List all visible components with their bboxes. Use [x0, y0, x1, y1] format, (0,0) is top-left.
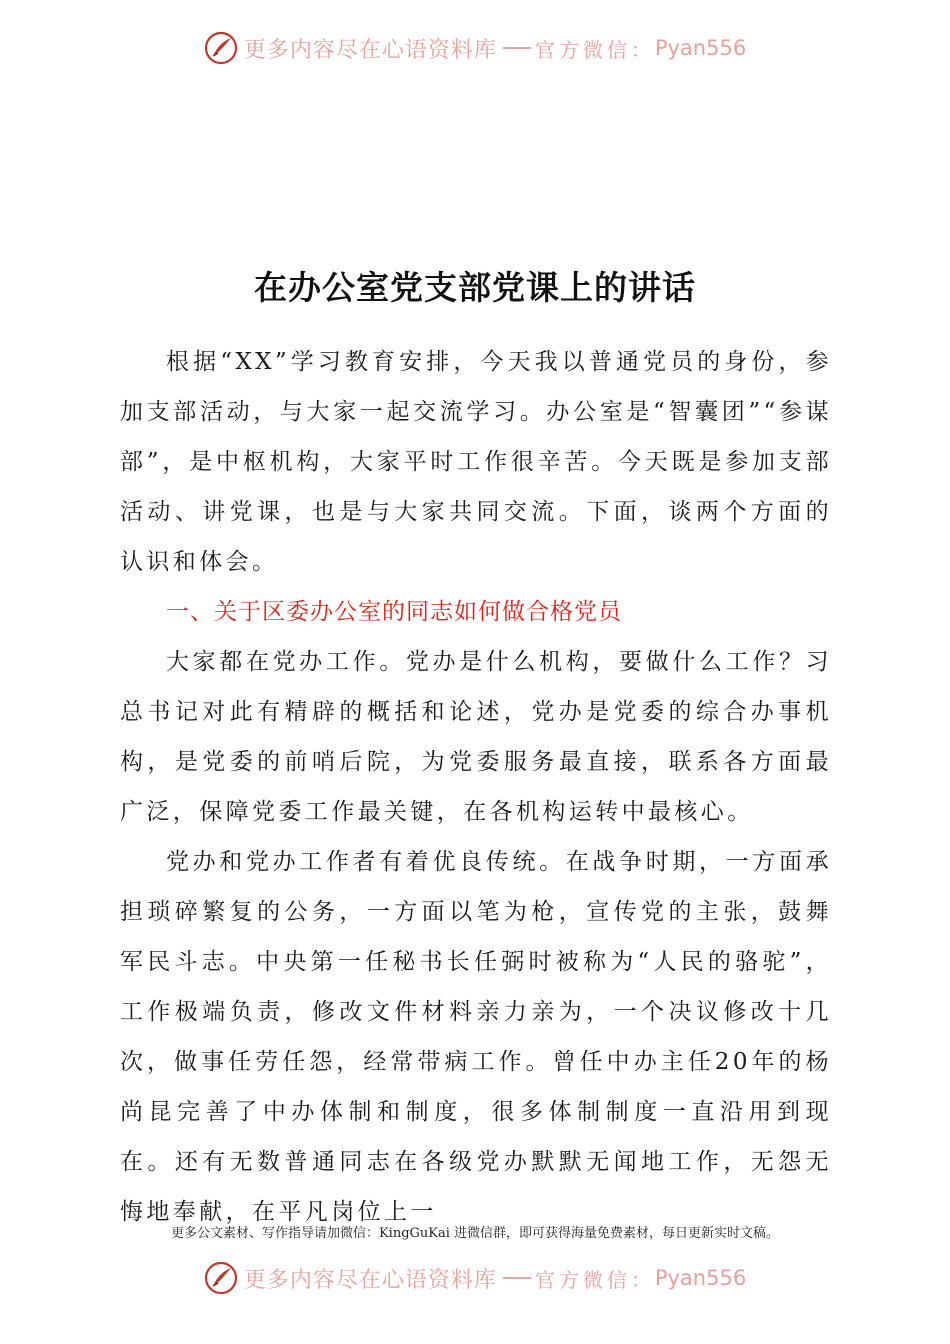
quill-pen-logo-icon — [204, 31, 238, 65]
body-paragraph: 大家都在党办工作。党办是什么机构，要做什么工作？习总书记对此有精辟的概括和论述，党办是党委的综合办事机构，是党委的前哨后院，为党委服务最直接，联系各方面最广泛，保障党委工作最关键，在各机构运转中最核心。 — [120, 649, 832, 825]
quill-pen-logo-icon — [204, 1261, 238, 1295]
intro-paragraph: 根据“XX”学习教育安排，今天我以普通党员的身份，参加支部活动，与大家一起交流学习。办公室是“智囊团”“参谋部”，是中枢机构，大家平时工作很辛苦。今天既是参加支部活动、讲党课，也是与大家共同交流。下面，谈两个方面的认识和体会。 — [120, 349, 832, 575]
body-paragraph: 党办和党办工作者有着优良传统。在战争时期，一方面承担琐碎繁复的公务，一方面以笔为枪，宣传党的主张，鼓舞军民斗志。中央第一任秘书长任弼时被称为“人民的骆驼”，工作极端负责，修改文件材料亲力亲为，一个决议修改十几次，做事任劳任怨，经常带病工作。曾任中办主任20年的杨尚昆完善了中办体制和制度，很多体制制度一直沿用到现在。还有无数普通同志在各级党办默默无闻地工作，无怨无悔地奉献，在平凡岗位上一 — [120, 849, 832, 1225]
footer-note: 更多公文素材、写作指导请加微信：KingGuKai 进微信群，即可获得海量免费素材，每日更新实时文稿。 — [170, 1226, 780, 1241]
footer-banner — [0, 1256, 950, 1300]
header-banner — [0, 26, 950, 70]
banner-wechat-label: 官方微信： — [534, 37, 655, 62]
banner-wechat-label: 官方微信： — [534, 1267, 655, 1292]
banner-wechat-id: Pyan556 — [654, 1266, 747, 1290]
document-body — [120, 337, 832, 1237]
banner-main-text: 更多内容尽在心语资料库 — [243, 37, 497, 63]
banner-dash-divider — [503, 1277, 531, 1279]
page-title: 在办公室党支部党课上的讲话 — [254, 268, 696, 307]
section-heading: 一、关于区委办公室的同志如何做合格党员 — [166, 599, 622, 625]
banner-wechat-id: Pyan556 — [654, 36, 747, 60]
banner-main-text: 更多内容尽在心语资料库 — [243, 1267, 497, 1293]
banner-dash-divider — [503, 47, 531, 49]
